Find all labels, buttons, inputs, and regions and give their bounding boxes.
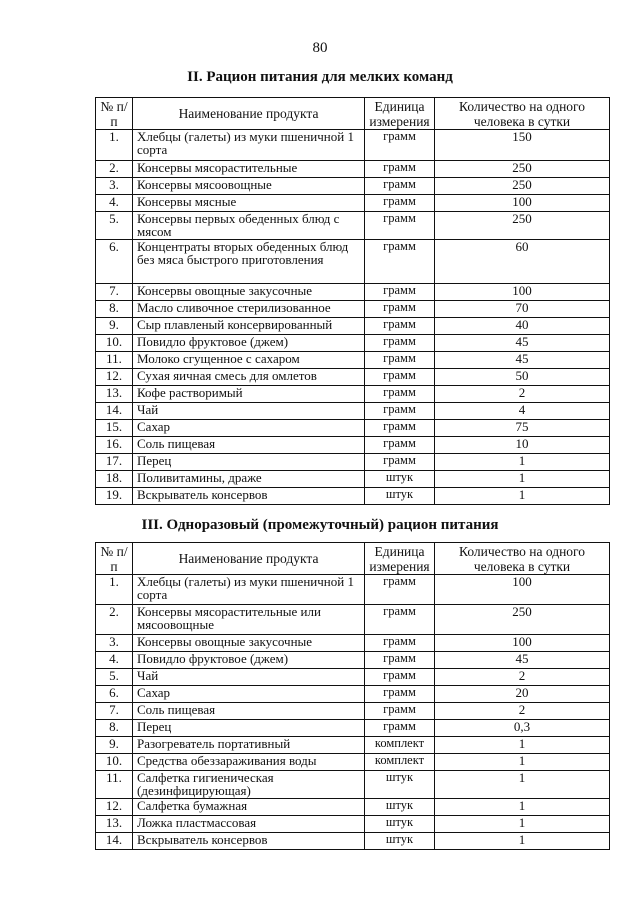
cell-num: 8. <box>96 301 133 318</box>
cell-qty: 1 <box>435 816 610 833</box>
cell-num: 1. <box>96 130 133 161</box>
single-ration-table <box>95 542 610 850</box>
cell-unit: грамм <box>365 420 435 437</box>
cell-unit: грамм <box>365 318 435 335</box>
cell-unit: грамм <box>365 130 435 161</box>
cell-unit: грамм <box>365 437 435 454</box>
cell-name: Вскрыватель консервов <box>133 833 365 850</box>
cell-unit: грамм <box>365 161 435 178</box>
cell-unit: штук <box>365 488 435 505</box>
cell-name: Салфетка бумажная <box>133 799 365 816</box>
cell-qty: 100 <box>435 575 610 605</box>
cell-name: Перец <box>133 720 365 737</box>
table-row <box>96 195 610 212</box>
cell-num: 5. <box>96 212 133 240</box>
table-row <box>96 816 610 833</box>
cell-qty: 100 <box>435 284 610 301</box>
cell-name: Сахар <box>133 686 365 703</box>
cell-unit: грамм <box>365 575 435 605</box>
cell-qty: 100 <box>435 195 610 212</box>
cell-name: Поливитамины, драже <box>133 471 365 488</box>
cell-qty: 1 <box>435 833 610 850</box>
table-row <box>96 454 610 471</box>
cell-qty: 20 <box>435 686 610 703</box>
cell-name: Масло сливочное стерилизованное <box>133 301 365 318</box>
cell-qty: 1 <box>435 471 610 488</box>
cell-num: 6. <box>96 240 133 284</box>
table-row <box>96 833 610 850</box>
cell-num: 2. <box>96 161 133 178</box>
header-unit: Единица измерения <box>365 98 435 130</box>
cell-unit: грамм <box>365 454 435 471</box>
header-qty: Количество на одного человека в сутки <box>435 543 610 575</box>
table-row <box>96 669 610 686</box>
cell-num: 9. <box>96 318 133 335</box>
cell-num: 3. <box>96 635 133 652</box>
cell-name: Молоко сгущенное с сахаром <box>133 352 365 369</box>
table-row <box>96 420 610 437</box>
table-body <box>96 575 610 850</box>
table-row <box>96 335 610 352</box>
cell-name: Консервы первых обеденных блюд с мясом <box>133 212 365 240</box>
table-row <box>96 212 610 240</box>
cell-qty: 1 <box>435 488 610 505</box>
table-row <box>96 652 610 669</box>
cell-qty: 45 <box>435 352 610 369</box>
header-unit: Единица измерения <box>365 543 435 575</box>
cell-name: Повидло фруктовое (джем) <box>133 652 365 669</box>
table-row <box>96 437 610 454</box>
table-row <box>96 161 610 178</box>
cell-unit: грамм <box>365 240 435 284</box>
table-row <box>96 178 610 195</box>
cell-unit: грамм <box>365 403 435 420</box>
cell-name: Сахар <box>133 420 365 437</box>
cell-num: 18. <box>96 471 133 488</box>
section-iii-title: III. Одноразовый (промежуточный) рацион питания <box>141 517 499 533</box>
table-row <box>96 403 610 420</box>
cell-unit: штук <box>365 816 435 833</box>
table-row <box>96 703 610 720</box>
cell-unit: грамм <box>365 212 435 240</box>
cell-unit: грамм <box>365 720 435 737</box>
cell-name: Соль пищевая <box>133 437 365 454</box>
cell-num: 4. <box>96 652 133 669</box>
table-row <box>96 318 610 335</box>
cell-unit: штук <box>365 833 435 850</box>
cell-name: Перец <box>133 454 365 471</box>
cell-num: 10. <box>96 754 133 771</box>
page-number: 80 <box>312 40 328 56</box>
cell-unit: грамм <box>365 635 435 652</box>
cell-name: Сыр плавленый консервированный <box>133 318 365 335</box>
cell-unit: грамм <box>365 284 435 301</box>
cell-num: 7. <box>96 703 133 720</box>
cell-qty: 2 <box>435 386 610 403</box>
header-num: № п/п <box>96 543 133 575</box>
cell-qty: 1 <box>435 737 610 754</box>
cell-unit: грамм <box>365 686 435 703</box>
cell-num: 11. <box>96 771 133 799</box>
cell-qty: 250 <box>435 605 610 635</box>
cell-name: Салфетка гигиеническая (дезинфицирующая) <box>133 771 365 799</box>
table-row <box>96 575 610 605</box>
table-row <box>96 240 610 284</box>
cell-num: 4. <box>96 195 133 212</box>
cell-name: Консервы мясорастительные или мясоовощные <box>133 605 365 635</box>
cell-unit: грамм <box>365 301 435 318</box>
cell-qty: 75 <box>435 420 610 437</box>
cell-qty: 1 <box>435 799 610 816</box>
table-row <box>96 799 610 816</box>
cell-unit: грамм <box>365 669 435 686</box>
cell-name: Разогреватель портативный <box>133 737 365 754</box>
header-num: № п/п <box>96 98 133 130</box>
cell-unit: грамм <box>365 195 435 212</box>
cell-unit: грамм <box>365 386 435 403</box>
cell-qty: 45 <box>435 652 610 669</box>
cell-name: Хлебцы (галеты) из муки пшеничной 1 сорта <box>133 575 365 605</box>
cell-name: Средства обеззараживания воды <box>133 754 365 771</box>
cell-qty: 250 <box>435 212 610 240</box>
cell-qty: 250 <box>435 178 610 195</box>
table-row <box>96 720 610 737</box>
cell-name: Сухая яичная смесь для омлетов <box>133 369 365 386</box>
cell-name: Вскрыватель консервов <box>133 488 365 505</box>
cell-unit: штук <box>365 771 435 799</box>
cell-num: 16. <box>96 437 133 454</box>
cell-name: Консервы овощные закусочные <box>133 635 365 652</box>
cell-name: Консервы мясные <box>133 195 365 212</box>
cell-qty: 250 <box>435 161 610 178</box>
cell-name: Хлебцы (галеты) из муки пшеничной 1 сорта <box>133 130 365 161</box>
table-row <box>96 771 610 799</box>
cell-num: 17. <box>96 454 133 471</box>
cell-name: Консервы овощные закусочные <box>133 284 365 301</box>
cell-num: 1. <box>96 575 133 605</box>
cell-name: Повидло фруктовое (джем) <box>133 335 365 352</box>
cell-num: 6. <box>96 686 133 703</box>
cell-num: 14. <box>96 403 133 420</box>
cell-num: 5. <box>96 669 133 686</box>
cell-num: 8. <box>96 720 133 737</box>
cell-num: 13. <box>96 386 133 403</box>
cell-num: 10. <box>96 335 133 352</box>
cell-name: Соль пищевая <box>133 703 365 720</box>
cell-num: 12. <box>96 369 133 386</box>
cell-qty: 40 <box>435 318 610 335</box>
cell-qty: 60 <box>435 240 610 284</box>
cell-unit: грамм <box>365 652 435 669</box>
table-row <box>96 471 610 488</box>
cell-unit: грамм <box>365 178 435 195</box>
header-name: Наименование продукта <box>133 98 365 130</box>
cell-num: 3. <box>96 178 133 195</box>
header-name: Наименование продукта <box>133 543 365 575</box>
cell-name: Консервы мясорастительные <box>133 161 365 178</box>
cell-num: 7. <box>96 284 133 301</box>
cell-qty: 45 <box>435 335 610 352</box>
cell-unit: комплект <box>365 754 435 771</box>
table-row <box>96 737 610 754</box>
cell-unit: комплект <box>365 737 435 754</box>
table-row <box>96 605 610 635</box>
cell-unit: грамм <box>365 703 435 720</box>
cell-unit: штук <box>365 799 435 816</box>
cell-name: Чай <box>133 403 365 420</box>
table-row <box>96 754 610 771</box>
cell-name: Концентраты вторых обеденных блюд без мяса быстрого приготовления <box>133 240 365 284</box>
table-row <box>96 301 610 318</box>
table-row <box>96 352 610 369</box>
cell-qty: 4 <box>435 403 610 420</box>
small-teams-ration-table <box>95 97 610 505</box>
cell-qty: 2 <box>435 703 610 720</box>
cell-qty: 1 <box>435 754 610 771</box>
cell-qty: 150 <box>435 130 610 161</box>
section-ii-title: II. Рацион питания для мелких команд <box>187 69 453 85</box>
cell-qty: 70 <box>435 301 610 318</box>
cell-qty: 0,3 <box>435 720 610 737</box>
table-row <box>96 130 610 161</box>
cell-qty: 10 <box>435 437 610 454</box>
cell-unit: грамм <box>365 369 435 386</box>
cell-num: 13. <box>96 816 133 833</box>
table-row <box>96 488 610 505</box>
cell-qty: 100 <box>435 635 610 652</box>
cell-unit: грамм <box>365 605 435 635</box>
cell-num: 11. <box>96 352 133 369</box>
cell-num: 19. <box>96 488 133 505</box>
table-body <box>96 130 610 505</box>
cell-num: 12. <box>96 799 133 816</box>
cell-num: 2. <box>96 605 133 635</box>
cell-qty: 2 <box>435 669 610 686</box>
cell-qty: 50 <box>435 369 610 386</box>
cell-name: Кофе растворимый <box>133 386 365 403</box>
cell-num: 15. <box>96 420 133 437</box>
cell-name: Чай <box>133 669 365 686</box>
cell-num: 14. <box>96 833 133 850</box>
cell-qty: 1 <box>435 454 610 471</box>
cell-name: Консервы мясоовощные <box>133 178 365 195</box>
cell-unit: грамм <box>365 335 435 352</box>
table-row <box>96 284 610 301</box>
header-qty: Количество на одного человека в сутки <box>435 98 610 130</box>
cell-unit: штук <box>365 471 435 488</box>
table-row <box>96 369 610 386</box>
cell-num: 9. <box>96 737 133 754</box>
cell-unit: грамм <box>365 352 435 369</box>
cell-name: Ложка пластмассовая <box>133 816 365 833</box>
table-row <box>96 635 610 652</box>
table-row <box>96 686 610 703</box>
table-row <box>96 386 610 403</box>
cell-qty: 1 <box>435 771 610 799</box>
